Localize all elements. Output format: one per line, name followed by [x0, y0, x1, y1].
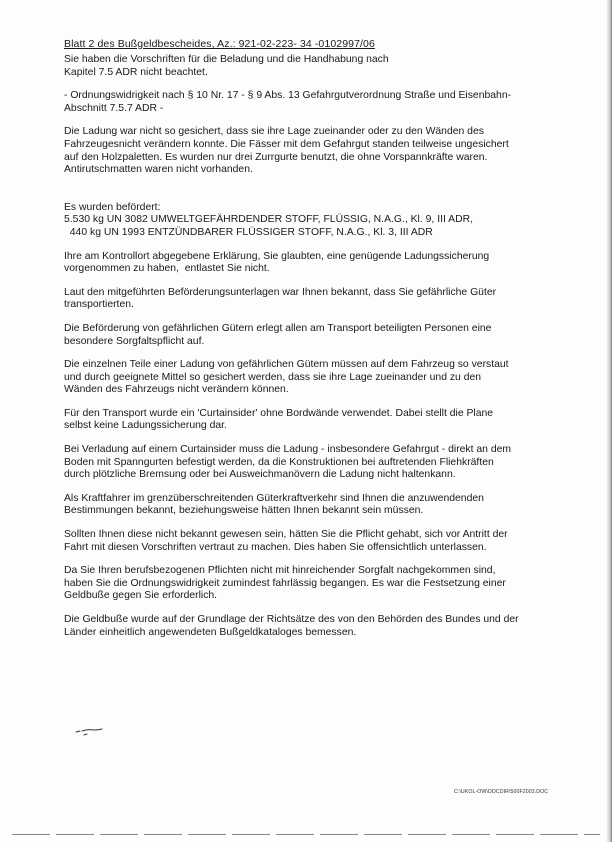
paragraph-9: Für den Transport wurde ein 'Curtainsider' ohne Bordwände verwendet. Dabei stellt die Plane selbst keine Ladungssicherung dar.: [64, 407, 494, 432]
paragraph-1: Sie haben die Vorschriften für die Beladung und die Handhabung nach Kapitel 7.5 ADR nicht beachtet.: [64, 54, 389, 78]
paragraph-violation: - Ordnungswidrigkeit nach § 10 Nr. 17 - § 9 Abs. 13 Gefahrgutverordnung Straße und Eisenbahn- Abschnitt 7.5.7 ADR -: [64, 90, 512, 114]
file-path-footer: C:\UKOL-OW\DOCDIR\500F2003.DOC: [454, 789, 549, 795]
paragraph-8: Die einzelnen Teile einer Ladung von gefährlichen Gütern müssen auf dem Fahrzeug so verstaut und durch geeignete Mittel so gesichert werden, dass sie ihre Lage zueinander und zu den Wänden des Fahrzeugs nicht verändern können.: [64, 359, 509, 396]
signature-mark: [74, 726, 104, 740]
document-body: [64, 54, 554, 639]
scan-bottom-edge: [12, 834, 600, 835]
paragraph-13: Da Sie Ihren berufsbezogenen Pflichten nicht mit hinreichender Sorgfalt nachgekommen sind, haben Sie die Ordnungswidrigkeit zumindest fahrlässig begangen. Es war die Festsetzung einer Geldbuße gegen Sie erforderlich.: [64, 565, 506, 602]
paragraph-14: Die Geldbuße wurde auf der Grundlage der Richtsätze des von den Behörden des Bundes und der Länder einheitlich angewendeten Bußgeldkataloges bemessen.: [64, 614, 519, 638]
paragraph-goods: Es wurden befördert: 5.530 kg UN 3082 UMWELTGEFÄHRDENDER STOFF, FLÜSSIG, N.A.G., Kl. 9, III ADR, 440 kg UN 1993 ENTZÜNDBARER FLÜSSIGER STOFF, N.A.G., Kl. 3, III ADR: [64, 201, 473, 238]
scan-right-edge: [606, 0, 612, 842]
paragraph-6: Laut den mitgeführten Beförderungsunterlagen war Ihnen bekannt, dass Sie gefährliche Güter transportierten.: [64, 286, 497, 311]
paragraph-3: Die Ladung war nicht so gesichert, dass sie ihre Lage zueinander oder zu den Wänden des Fahrzeugesnicht verändern konnte. Die Fässer mit dem Gefahrgut standen teilweise ungesichert auf den Holzpaletten. Es wurden nur drei Zurrgurte benutzt, die ohne Vorspannkräfte waren. Antirutschmatten waren nicht vorhanden.: [64, 126, 509, 176]
paragraph-10: Bei Verladung auf einem Curtainsider muss die Ladung - insbesondere Gefahrgut - direkt an dem Boden mit Spanngurten befestigt werden, da die Konstruktionen bei auftretenden Fliehkräften durch plötzliche Bremsung oder bei Ausweichmanövern die Ladung nicht haltenkann.: [64, 444, 512, 481]
page-header: Blatt 2 des Bußgeldbescheides, Az.: 921-02-223- 34 -0102997/06: [64, 38, 375, 50]
paragraph-5: Ihre am Kontrollort abgegebene Erklärung, Sie glaubten, eine genügende Ladungssicherung vorgenommen zu haben, entlastet Sie nicht.: [64, 250, 490, 275]
paragraph-12: Sollten Ihnen diese nicht bekannt gewesen sein, hätten Sie die Pflicht gehabt, sich vor Antritt der Fahrt mit diesen Vorschriften vertraut zu machen. Dies haben Sie offensichtlich unterlassen.: [64, 529, 508, 553]
paragraph-7: Die Beförderung von gefährlichen Gütern erlegt allen am Transport beteiligten Personen eine besondere Sorgfaltspflicht auf.: [64, 322, 492, 347]
paragraph-11: Als Kraftfahrer im grenzüberschreitenden Güterkraftverkehr sind Ihnen die anzuwendenden Bestimmungen bekannt, beziehungsweise hätten Ihnen bekannt sein müssen.: [64, 492, 484, 517]
